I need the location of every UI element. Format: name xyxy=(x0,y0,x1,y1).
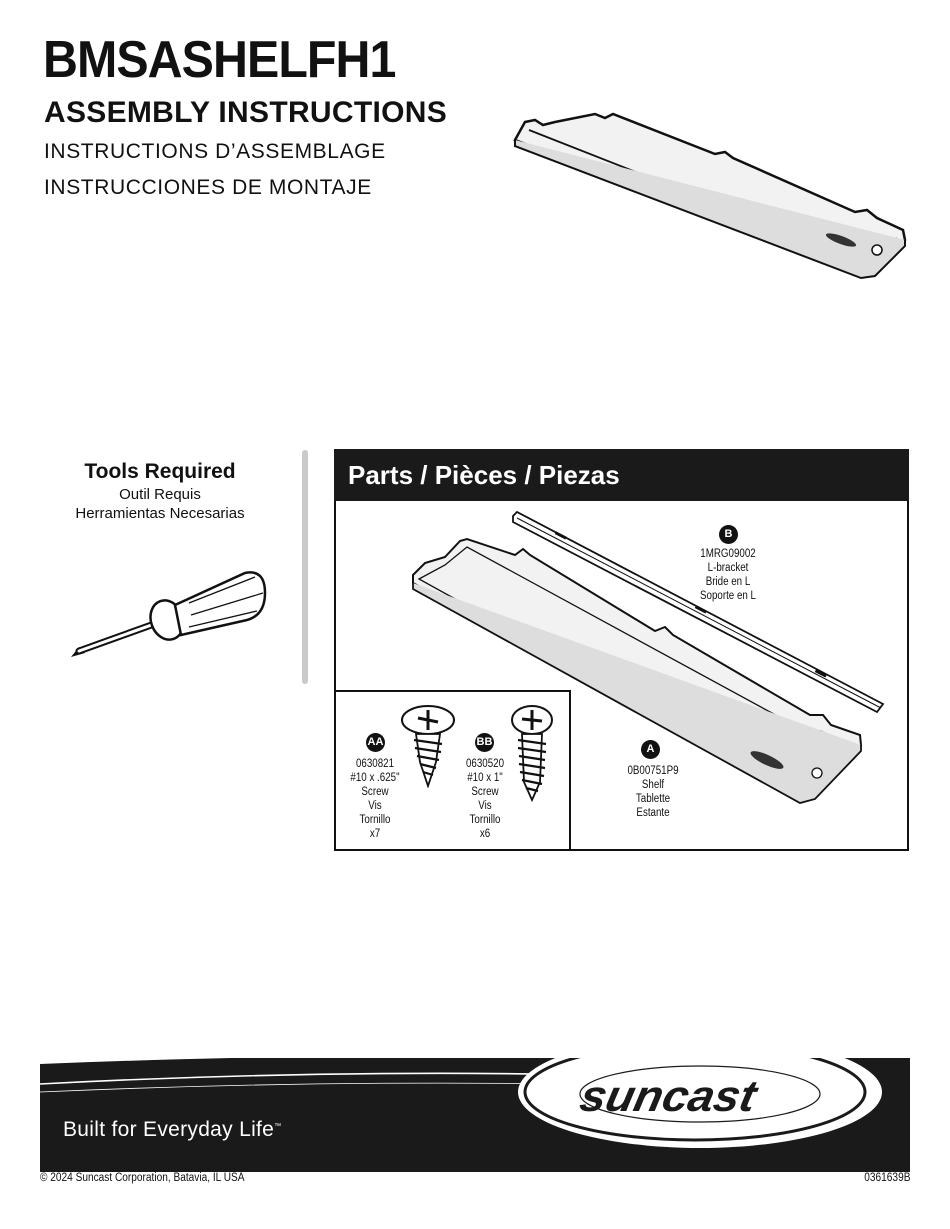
part-a-name-en: Shelf xyxy=(641,779,665,791)
part-bb-name-en: Screw xyxy=(471,786,499,798)
part-aa-name-fr: Vis xyxy=(368,800,382,812)
title-french: INSTRUCTIONS D’ASSEMBLAGE xyxy=(44,140,386,163)
screwdriver-icon xyxy=(65,565,275,665)
title-spanish: INSTRUCCIONES DE MONTAJE xyxy=(44,176,372,199)
part-aa-quantity: x7 xyxy=(369,828,381,840)
part-b-badge: B xyxy=(719,525,738,544)
brand-wordmark: suncast xyxy=(575,1072,761,1121)
part-aa-label xyxy=(337,757,414,841)
part-bb-badge: BB xyxy=(475,733,494,752)
part-a-label xyxy=(602,764,704,820)
part-bb-name-fr: Vis xyxy=(478,800,492,812)
part-a-number: 0B00751P9 xyxy=(627,765,679,777)
part-a-badge: A xyxy=(641,740,660,759)
part-b-label xyxy=(677,547,779,603)
part-bb-number: 0630520 xyxy=(465,758,505,770)
footer-band xyxy=(40,1058,910,1172)
part-aa-badge: AA xyxy=(366,733,385,752)
tagline xyxy=(63,1118,281,1142)
copyright: © 2024 Suncast Corporation, Batavia, IL USA xyxy=(40,1172,245,1184)
document-number: 0361639B xyxy=(863,1172,910,1184)
part-b-name-fr: Bride en L xyxy=(705,576,751,588)
suncast-logo xyxy=(576,1072,761,1122)
tools-required-section xyxy=(40,460,280,522)
part-bb-size: #10 x 1" xyxy=(467,772,503,784)
part-aa-name-es: Tornillo xyxy=(359,814,391,826)
part-bb-name-es: Tornillo xyxy=(469,814,501,826)
parts-title: Parts / Pièces / Piezas xyxy=(348,460,620,490)
part-aa-size: #10 x .625" xyxy=(350,772,400,784)
part-bb-label xyxy=(447,757,524,841)
part-b-name-es: Soporte en L xyxy=(700,590,756,602)
shelf-hero-illustration xyxy=(505,100,915,290)
tagline-text: Built for Everyday Life xyxy=(63,1118,275,1141)
part-a-name-fr: Tablette xyxy=(635,793,671,805)
tools-subtitle-fr: Outil Requis xyxy=(119,486,201,503)
trademark-mark: ™ xyxy=(274,1123,282,1130)
part-aa-name-en: Screw xyxy=(361,786,389,798)
tools-subtitle-es: Herramientas Necesarias xyxy=(75,505,245,522)
model-number: BMSASHELFH1 xyxy=(43,31,396,89)
part-a-name-es: Estante xyxy=(636,807,670,819)
part-b-number: 1MRG09002 xyxy=(700,548,756,560)
section-divider xyxy=(302,450,308,684)
tools-title: Tools Required xyxy=(84,460,236,483)
title-english: ASSEMBLY INSTRUCTIONS xyxy=(44,96,448,129)
part-bb-quantity: x6 xyxy=(479,828,491,840)
part-aa-number: 0630821 xyxy=(355,758,395,770)
part-b-name-en: L-bracket xyxy=(707,562,749,574)
